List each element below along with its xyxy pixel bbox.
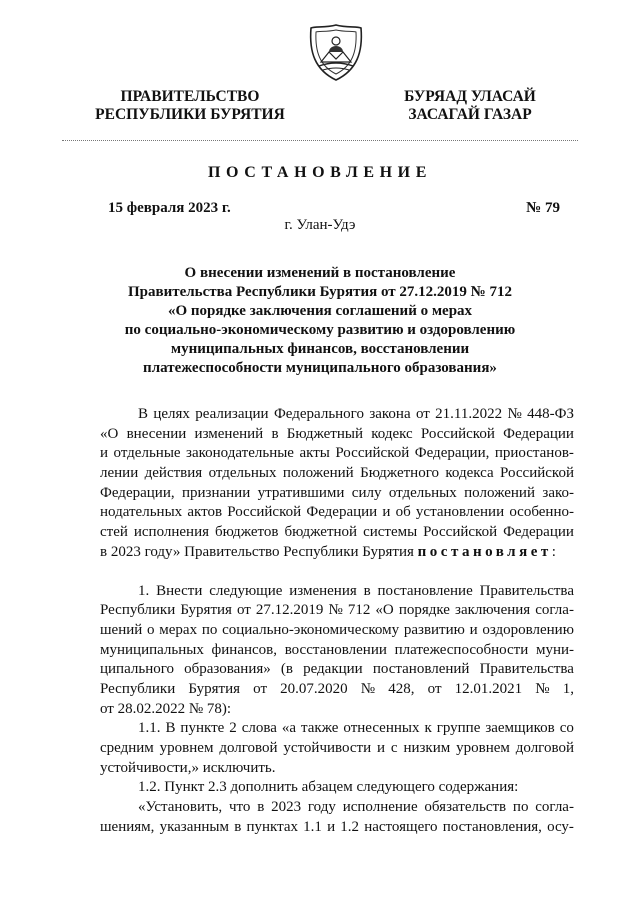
text-line: стей исполнения бюджетов бюджетной системы Российской Федерации	[100, 524, 574, 541]
text-fragment: :	[551, 543, 556, 560]
subject-line: муниципальных финансов, восстановлении	[170, 341, 470, 357]
header-left	[90, 88, 290, 124]
text-line: лении действия отдельных положений Бюджетного кодекса Российской	[100, 465, 574, 482]
text-line: устойчивости,» исключить.	[100, 759, 276, 776]
paragraph-preamble	[100, 405, 574, 563]
text-line: Республики Бурятия от 27.12.2019 № 712 «О порядке заключения согла-	[100, 602, 574, 619]
subject-line: по социально-экономическому развитию и оздоровлению	[124, 322, 516, 338]
subject-line: «О порядке заключения соглашений о мерах	[167, 303, 473, 319]
document-subject	[100, 264, 540, 378]
header-left-line2: РЕСПУБЛИКИ БУРЯТИЯ	[95, 106, 285, 123]
text-line: от 28.02.2022 № 78):	[100, 700, 232, 717]
paragraph-item-1	[100, 582, 574, 720]
text-line: В целях реализации Федерального закона от 21.11.2022 № 448-ФЗ	[138, 406, 574, 422]
paragraph-item-1-1	[100, 719, 574, 778]
text-line: шений о мерах по социально-экономическому развитию и оздоровлению	[100, 621, 574, 638]
text-line: «О внесении изменений в Бюджетный кодекс Российской Федерации	[100, 425, 574, 442]
text-line: 1.2. Пункт 2.3 дополнить абзацем следующего содержания:	[138, 779, 519, 796]
document-date: 15 февраля 2023 г.	[108, 200, 231, 216]
text-line: и отдельные законодательные акты Российской Федерации, приостанов-	[100, 445, 574, 462]
text-fragment: в 2023 году» Правительство Республики Бурятия	[100, 543, 414, 560]
emblem-icon	[305, 22, 367, 84]
text-line: 1.1. В пункте 2 слова «а также отнесенных к группе заемщиков со	[138, 720, 574, 737]
text-line: средним уровнем долговой устойчивости и с низким уровнем долговой	[100, 740, 574, 756]
subject-line: О внесении изменений в постановление	[184, 265, 456, 281]
paragraph-quote	[100, 798, 574, 837]
text-line: «Установить, что в 2023 году исполнение обязательств по согла-	[138, 799, 574, 816]
header-right	[390, 88, 550, 124]
document-body	[100, 405, 574, 837]
text-line	[100, 543, 574, 563]
paragraph-item-1-2	[100, 778, 574, 798]
text-line: шениям, указанным в пунктах 1.1 и 1.2 настоящего постановления, осу-	[100, 818, 574, 835]
text-line: Федерации, признании утратившими силу отдельных положений зако-	[100, 484, 574, 501]
document-number: № 79	[526, 200, 560, 216]
header-divider	[62, 140, 578, 141]
text-line: муниципальных финансов, восстановлении платежеспособности муни-	[100, 641, 574, 658]
subject-line: платежеспособности муниципального образования»	[143, 360, 497, 376]
decree-keyword: постановляет	[417, 543, 552, 560]
text-line: Республики Бурятия от 20.07.2020 № 428, от 12.01.2021 № 1,	[100, 680, 574, 697]
header-left-line1: ПРАВИТЕЛЬСТВО	[120, 88, 260, 105]
paragraph-gap	[100, 563, 574, 582]
document-city: г. Улан-Удэ	[284, 217, 356, 233]
text-line: нодательных актов Российской Федерации и об установлении особенно-	[100, 504, 574, 521]
header-right-line2: ЗАСАГАЙ ГАЗАР	[408, 106, 532, 123]
document-title: ПОСТАНОВЛЕНИЕ	[208, 164, 432, 181]
subject-line: Правительства Республики Бурятия от 27.12.2019 № 712	[127, 284, 512, 300]
text-line: ципального образования» (в редакции постановлений Правительства	[100, 661, 574, 678]
header-right-line1: БУРЯАД УЛАСАЙ	[404, 88, 536, 105]
text-line: 1. Внести следующие изменения в постановление Правительства	[138, 582, 574, 599]
